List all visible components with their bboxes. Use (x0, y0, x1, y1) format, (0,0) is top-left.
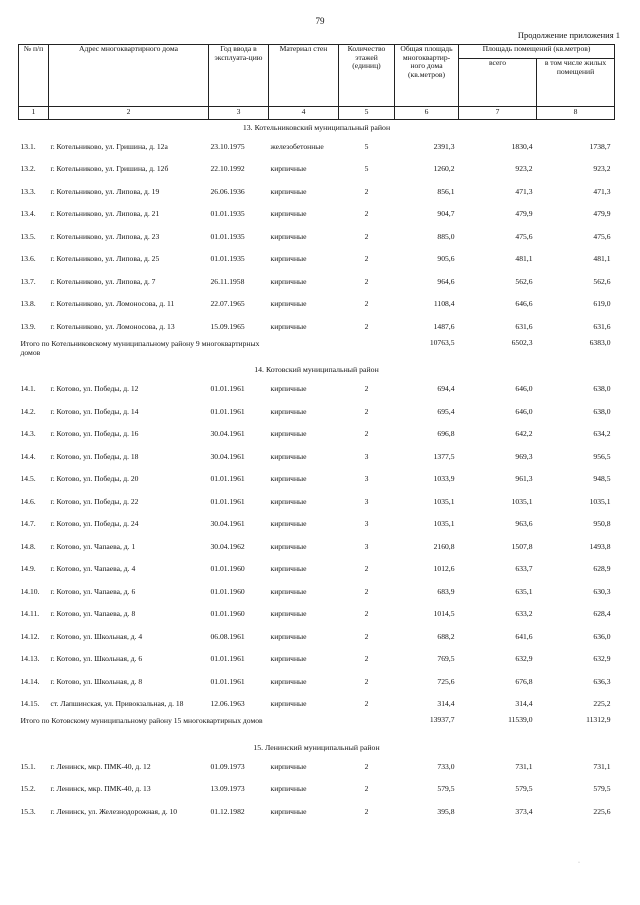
total-area-cell: 885,0 (437, 231, 455, 241)
table-row (19, 779, 615, 802)
header-premises-area: Площадь помещений (кв.метров) (459, 45, 615, 59)
total-area-cell: 856,1 (437, 186, 455, 196)
row-number-cell: 15.1. (20, 761, 36, 771)
floors-cell: 2 (364, 654, 369, 664)
wall-material-cell: кирпичные (270, 384, 307, 394)
section-title: 14. Котовский муниципальный район (254, 365, 379, 375)
premises-all-cell: 961,3 (515, 474, 533, 484)
premises-all-cell: 471,3 (515, 186, 533, 196)
col-number: 6 (395, 107, 459, 120)
total-area-cell: 725,6 (437, 676, 455, 686)
col-number: 8 (537, 107, 615, 120)
wall-material-cell: кирпичные (270, 564, 307, 574)
table-row (19, 294, 615, 317)
premises-living-cell: 481,1 (593, 254, 611, 264)
row-number-cell: 14.15. (20, 699, 40, 709)
apartment-buildings-table (18, 44, 615, 824)
address-cell: г. Котово, ул. Школьная, д. 4 (50, 631, 143, 641)
premises-living-cell: 956,5 (593, 451, 611, 461)
empty-cell (269, 339, 395, 363)
wall-material-cell: кирпичные (270, 276, 307, 286)
premises-all-cell: 314,4 (515, 699, 533, 709)
header-wall-material: Материал стен (269, 45, 339, 107)
total-area-cell: 904,7 (437, 209, 455, 219)
premises-all-cell: 1035,1 (511, 496, 533, 506)
floors-cell: 5 (364, 164, 369, 174)
premises-all-cell: 646,0 (515, 384, 533, 394)
table-row (19, 671, 615, 694)
header-number: № п/п (19, 45, 49, 107)
premises-all-cell: 479,9 (515, 209, 533, 219)
address-cell: г. Котово, ул. Победы, д. 20 (50, 474, 139, 484)
premises-all-cell: 475,6 (515, 231, 533, 241)
address-cell: г. Ленинск, мкр. ПМК-40, д. 13 (50, 784, 151, 794)
floors-cell: 2 (364, 784, 369, 794)
address-cell: г. Котельниково, ул. Липова, д. 21 (50, 209, 160, 219)
year-cell: 30.04.1962 (210, 541, 245, 551)
total-area-cell: 2160,8 (433, 541, 455, 551)
year-cell: 26.06.1936 (210, 186, 245, 196)
address-cell: г. Котово, ул. Победы, д. 22 (50, 496, 139, 506)
floors-cell: 2 (364, 586, 369, 596)
floors-cell: 2 (364, 676, 369, 686)
row-number-cell: 13.1. (20, 141, 36, 151)
wall-material-cell: кирпичные (270, 429, 307, 439)
section-heading-row (19, 120, 615, 137)
premises-living-cell: 634,2 (593, 429, 611, 439)
floors-cell: 2 (364, 564, 369, 574)
premises-all-cell: 676,8 (515, 676, 533, 686)
year-cell: 01.01.1961 (210, 654, 245, 664)
total-area-cell: 13937,7 (429, 716, 455, 724)
wall-material-cell: кирпичные (270, 254, 307, 264)
floors-cell: 2 (364, 209, 369, 219)
year-cell: 01.01.1935 (210, 254, 245, 264)
header-floors: Количество этажей (единиц) (339, 45, 395, 107)
row-number-cell: 14.7. (20, 519, 36, 529)
address-cell: г. Ленинск, ул. Железнодорожная, д. 10 (50, 806, 178, 816)
row-number-cell: 14.12. (20, 631, 40, 641)
year-cell: 01.01.1935 (210, 231, 245, 241)
premises-living-cell: 619,0 (593, 299, 611, 309)
table-row (19, 559, 615, 582)
floors-cell: 3 (364, 519, 369, 529)
address-cell: г. Котельниково, ул. Липова, д. 25 (50, 254, 160, 264)
total-area-cell: 696,8 (437, 429, 455, 439)
row-number-cell: 13.5. (20, 231, 36, 241)
header-address: Адрес многоквартирного дома (49, 45, 209, 107)
year-cell: 01.01.1960 (210, 609, 245, 619)
premises-living-cell: 562,6 (593, 276, 611, 286)
premises-living-cell: 1493,8 (589, 541, 611, 551)
year-cell: 01.01.1960 (210, 586, 245, 596)
premises-all-cell: 641,6 (515, 631, 533, 641)
wall-material-cell: кирпичные (270, 451, 307, 461)
premises-all-cell: 646,0 (515, 406, 533, 416)
table-row (19, 649, 615, 672)
table-row (19, 756, 615, 779)
section-total-row (19, 716, 615, 740)
total-area-cell: 688,2 (437, 631, 455, 641)
floors-cell: 2 (364, 631, 369, 641)
address-cell: г. Котово, ул. Чапаева, д. 4 (50, 564, 136, 574)
address-cell: г. Котово, ул. Школьная, д. 6 (50, 654, 143, 664)
col-number: 5 (339, 107, 395, 120)
address-cell: г. Котово, ул. Победы, д. 12 (50, 384, 139, 394)
year-cell: 13.09.1973 (210, 784, 245, 794)
year-cell: 01.01.1961 (210, 474, 245, 484)
floors-cell: 2 (364, 321, 369, 331)
header-premises-all: всего (459, 59, 537, 107)
row-number-cell: 13.7. (20, 276, 36, 286)
row-number-cell: 14.10. (20, 586, 40, 596)
table-row (19, 604, 615, 627)
table-row (19, 379, 615, 402)
year-cell: 12.06.1963 (210, 699, 245, 709)
row-number-cell: 15.2. (20, 784, 36, 794)
premises-all-cell: 633,2 (515, 609, 533, 619)
floors-cell: 2 (364, 254, 369, 264)
wall-material-cell: кирпичные (270, 299, 307, 309)
premises-all-cell: 1507,8 (511, 541, 533, 551)
row-number-cell: 14.2. (20, 406, 36, 416)
total-area-cell: 1108,4 (433, 299, 455, 309)
address-cell: г. Котово, ул. Чапаева, д. 8 (50, 609, 136, 619)
premises-living-cell: 479,9 (593, 209, 611, 219)
table-row (19, 801, 615, 824)
total-area-cell: 314,4 (437, 699, 455, 709)
wall-material-cell: кирпичные (270, 406, 307, 416)
row-number-cell: 13.9. (20, 321, 36, 331)
table-row (19, 271, 615, 294)
wall-material-cell: кирпичные (270, 699, 307, 709)
premises-living-cell: 923,2 (593, 164, 611, 174)
row-number-cell: 14.14. (20, 676, 40, 686)
header-premises-living: в том числе жилых помещений (537, 59, 615, 107)
total-area-cell: 1260,2 (433, 164, 455, 174)
table-row (19, 181, 615, 204)
premises-all-cell: 562,6 (515, 276, 533, 286)
floors-cell: 2 (364, 609, 369, 619)
premises-all-cell: 481,1 (515, 254, 533, 264)
continuation-note: Продолжение приложения 1 (517, 30, 620, 40)
table-row (19, 491, 615, 514)
address-cell: г. Котельниково, ул. Липова, д. 19 (50, 186, 160, 196)
year-cell: 01.01.1935 (210, 209, 245, 219)
address-cell: г. Котово, ул. Победы, д. 14 (50, 406, 139, 416)
total-area-cell: 1033,9 (433, 474, 455, 484)
table-row (19, 204, 615, 227)
total-area-cell: 1035,1 (433, 496, 455, 506)
total-living-cell: 11312,9 (586, 716, 611, 724)
total-area-cell: 964,6 (437, 276, 455, 286)
year-cell: 22.10.1992 (210, 164, 245, 174)
total-label: Итого по Котельниковскому муниципальному району 9 многоквартирных домов (20, 338, 260, 357)
premises-living-cell: 731,1 (593, 761, 611, 771)
premises-living-cell: 579,5 (593, 784, 611, 794)
row-number-cell: 14.4. (20, 451, 36, 461)
total-label: Итого по Котовскому муниципальному району 15 многоквартирных домов (20, 716, 263, 725)
address-cell: г. Ленинск, мкр. ПМК-40, д. 12 (50, 761, 151, 771)
wall-material-cell: кирпичные (270, 784, 307, 794)
table-row (19, 694, 615, 717)
wall-material-cell: кирпичные (270, 761, 307, 771)
address-cell: г. Котово, ул. Школьная, д. 8 (50, 676, 143, 686)
total-area-cell: 1487,6 (433, 321, 455, 331)
total-all-cell: 6502,3 (511, 338, 533, 347)
total-area-cell: 695,4 (437, 406, 455, 416)
total-area-cell: 579,5 (437, 784, 455, 794)
floors-cell: 3 (364, 451, 369, 461)
section-title: 15. Ленинский муниципальный район (253, 742, 380, 752)
year-cell: 01.01.1961 (210, 384, 245, 394)
address-cell: г. Котово, ул. Победы, д. 18 (50, 451, 139, 461)
col-number: 2 (49, 107, 209, 120)
total-living-cell: 6383,0 (589, 338, 611, 347)
table-row (19, 469, 615, 492)
year-cell: 01.01.1961 (210, 406, 245, 416)
premises-living-cell: 628,4 (593, 609, 611, 619)
floors-cell: 2 (364, 299, 369, 309)
wall-material-cell: кирпичные (270, 231, 307, 241)
premises-living-cell: 471,3 (593, 186, 611, 196)
floors-cell: 3 (364, 474, 369, 484)
year-cell: 22.07.1965 (210, 299, 245, 309)
table-row (19, 581, 615, 604)
address-cell: г. Котово, ул. Чапаева, д. 6 (50, 586, 136, 596)
row-number-cell: 14.1. (20, 384, 36, 394)
premises-living-cell: 475,6 (593, 231, 611, 241)
year-cell: 30.04.1961 (210, 519, 245, 529)
floors-cell: 2 (364, 429, 369, 439)
premises-living-cell: 628,9 (593, 564, 611, 574)
empty-cell (269, 716, 395, 740)
page-number: 79 (315, 16, 325, 26)
total-area-cell: 1012,6 (433, 564, 455, 574)
floors-cell: 2 (364, 406, 369, 416)
total-area-cell: 683,9 (437, 586, 455, 596)
year-cell: 23.10.1975 (210, 141, 245, 151)
table-row (19, 626, 615, 649)
total-area-cell: 1377,5 (433, 451, 455, 461)
address-cell: г. Котельниково, ул. Ломоносова, д. 11 (50, 299, 175, 309)
premises-all-cell: 642,2 (515, 429, 533, 439)
wall-material-cell: кирпичные (270, 519, 307, 529)
premises-living-cell: 636,0 (593, 631, 611, 641)
premises-living-cell: 950,8 (593, 519, 611, 529)
address-cell: г. Котельниково, ул. Ломоносова, д. 13 (50, 321, 175, 331)
row-number-cell: 13.2. (20, 164, 36, 174)
year-cell: 01.12.1982 (210, 806, 245, 816)
wall-material-cell: железобетонные (270, 141, 324, 151)
table-row (19, 424, 615, 447)
row-number-cell: 13.4. (20, 209, 36, 219)
row-number-cell: 13.8. (20, 299, 36, 309)
premises-all-cell: 631,6 (515, 321, 533, 331)
total-area-cell: 1014,5 (433, 609, 455, 619)
year-cell: 01.01.1961 (210, 496, 245, 506)
row-number-cell: 14.9. (20, 564, 36, 574)
wall-material-cell: кирпичные (270, 676, 307, 686)
address-cell: г. Котельниково, ул. Гришина, д. 12б (50, 164, 169, 174)
address-cell: г. Котово, ул. Чапаева, д. 1 (50, 541, 136, 551)
premises-all-cell: 969,3 (515, 451, 533, 461)
row-number-cell: 14.11. (20, 609, 40, 619)
floors-cell: 2 (364, 186, 369, 196)
total-area-cell: 10763,5 (429, 338, 455, 347)
premises-all-cell: 633,7 (515, 564, 533, 574)
premises-living-cell: 225,6 (593, 806, 611, 816)
premises-all-cell: 731,1 (515, 761, 533, 771)
premises-all-cell: 635,1 (515, 586, 533, 596)
table-row (19, 249, 615, 272)
premises-living-cell: 630,3 (593, 586, 611, 596)
table-row (19, 159, 615, 182)
year-cell: 30.04.1961 (210, 451, 245, 461)
total-area-cell: 2391,3 (433, 141, 455, 151)
row-number-cell: 15.3. (20, 806, 36, 816)
floors-cell: 2 (364, 806, 369, 816)
table-row (19, 446, 615, 469)
table-row (19, 536, 615, 559)
table-row (19, 514, 615, 537)
premises-living-cell: 1738,7 (589, 141, 611, 151)
premises-living-cell: 1035,1 (589, 496, 611, 506)
wall-material-cell: кирпичные (270, 321, 307, 331)
floors-cell: 2 (364, 761, 369, 771)
premises-all-cell: 373,4 (515, 806, 533, 816)
floors-cell: 3 (364, 496, 369, 506)
page-mark: · (578, 860, 580, 866)
premises-all-cell: 963,6 (515, 519, 533, 529)
wall-material-cell: кирпичные (270, 164, 307, 174)
total-area-cell: 905,6 (437, 254, 455, 264)
floors-cell: 2 (364, 276, 369, 286)
year-cell: 01.09.1973 (210, 761, 245, 771)
year-cell: 26.11.1958 (210, 276, 245, 286)
premises-all-cell: 923,2 (515, 164, 533, 174)
header-year: Год ввода в эксплуата-цию (209, 45, 269, 107)
col-number: 4 (269, 107, 339, 120)
address-cell: г. Котельниково, ул. Липова, д. 7 (50, 276, 156, 286)
wall-material-cell: кирпичные (270, 209, 307, 219)
year-cell: 01.01.1961 (210, 676, 245, 686)
premises-living-cell: 631,6 (593, 321, 611, 331)
year-cell: 01.01.1960 (210, 564, 245, 574)
total-area-cell: 694,4 (437, 384, 455, 394)
row-number-cell: 14.13. (20, 654, 40, 664)
premises-all-cell: 632,9 (515, 654, 533, 664)
wall-material-cell: кирпичные (270, 541, 307, 551)
premises-living-cell: 636,3 (593, 676, 611, 686)
address-cell: г. Котельниково, ул. Липова, д. 23 (50, 231, 160, 241)
address-cell: г. Котово, ул. Победы, д. 16 (50, 429, 139, 439)
floors-cell: 5 (364, 141, 369, 151)
floors-cell: 3 (364, 541, 369, 551)
section-heading-row (19, 740, 615, 756)
row-number-cell: 14.3. (20, 429, 36, 439)
wall-material-cell: кирпичные (270, 586, 307, 596)
col-number: 1 (19, 107, 49, 120)
section-total-row (19, 339, 615, 363)
floors-cell: 2 (364, 384, 369, 394)
floors-cell: 2 (364, 231, 369, 241)
wall-material-cell: кирпичные (270, 654, 307, 664)
premises-living-cell: 948,5 (593, 474, 611, 484)
address-cell: г. Котельниково, ул. Гришина, д. 12а (50, 141, 168, 151)
row-number-cell: 14.8. (20, 541, 36, 551)
premises-all-cell: 1830,4 (511, 141, 533, 151)
table-row (19, 226, 615, 249)
table-row (19, 316, 615, 339)
wall-material-cell: кирпичные (270, 631, 307, 641)
col-number: 3 (209, 107, 269, 120)
wall-material-cell: кирпичные (270, 806, 307, 816)
header-total-area: Общая площадь многоквартир-ного дома (кв.метров) (395, 45, 459, 107)
row-number-cell: 14.6. (20, 496, 36, 506)
col-number: 7 (459, 107, 537, 120)
wall-material-cell: кирпичные (270, 496, 307, 506)
year-cell: 06.08.1961 (210, 631, 245, 641)
premises-all-cell: 646,6 (515, 299, 533, 309)
premises-living-cell: 638,0 (593, 406, 611, 416)
wall-material-cell: кирпичные (270, 186, 307, 196)
total-area-cell: 769,5 (437, 654, 455, 664)
table-body (19, 120, 615, 824)
floors-cell: 2 (364, 699, 369, 709)
table-row (19, 136, 615, 159)
premises-living-cell: 638,0 (593, 384, 611, 394)
total-area-cell: 395,8 (437, 806, 455, 816)
total-area-cell: 1035,1 (433, 519, 455, 529)
year-cell: 30.04.1961 (210, 429, 245, 439)
total-all-cell: 11539,0 (508, 716, 533, 724)
table-row (19, 401, 615, 424)
premises-living-cell: 632,9 (593, 654, 611, 664)
row-number-cell: 13.6. (20, 254, 36, 264)
address-cell: г. Котово, ул. Победы, д. 24 (50, 519, 139, 529)
premises-living-cell: 225,2 (593, 699, 611, 709)
total-area-cell: 733,0 (437, 761, 455, 771)
row-number-cell: 14.5. (20, 474, 36, 484)
section-heading-row (19, 363, 615, 379)
address-cell: ст. Лапшинская, ул. Привокзальная, д. 18 (50, 699, 184, 709)
wall-material-cell: кирпичные (270, 609, 307, 619)
row-number-cell: 13.3. (20, 186, 36, 196)
section-title: 13. Котельниковский муниципальный район (242, 122, 391, 132)
year-cell: 15.09.1965 (210, 321, 245, 331)
premises-all-cell: 579,5 (515, 784, 533, 794)
wall-material-cell: кирпичные (270, 474, 307, 484)
